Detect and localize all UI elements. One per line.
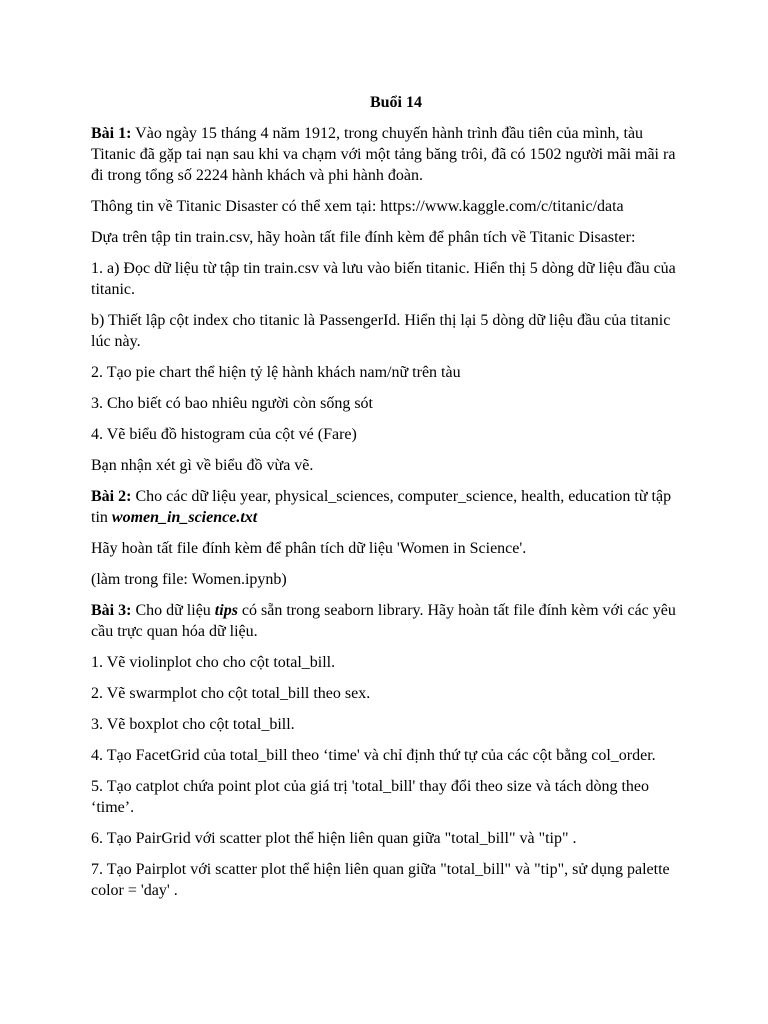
bai3-item-1: 1. Vẽ violinplot cho cho cột total_bill. (91, 654, 336, 671)
bai3-item-4: 4. Tạo FacetGrid của total_bill theo ‘time' và chỉ định thứ tự của các cột bằng col_order. (91, 747, 656, 764)
bai3-item-7: 7. Tạo Pairplot với scatter plot thể hiện liên quan giữa "total_bill" và "tip", sử dụng palette color = 'day' . (91, 861, 670, 899)
bai1-item-1a: 1. a) Đọc dữ liệu từ tập tin train.csv và lưu vào biến titanic. Hiển thị 5 dòng dữ liệu đầu của titanic. (91, 260, 676, 298)
bai2-intro (91, 486, 681, 528)
bai1-label: Bài 1: (91, 125, 132, 142)
document-body (91, 92, 681, 911)
bai3-item-6: 6. Tạo PairGrid với scatter plot thể hiện liên quan giữa "total_bill" và "tip" . (91, 830, 577, 847)
bai3-item-3: 3. Vẽ boxplot cho cột total_bill. (91, 716, 295, 733)
bai3-intro-after: có sẵn trong seaborn library. Hãy hoàn tất file đính kèm với các yêu cầu trực quan hóa dữ liệu. (91, 602, 676, 640)
bai3-intro-before: Cho dữ liệu (131, 602, 215, 619)
bai1-intro-text: Vào ngày 15 tháng 4 năm 1912, trong chuyến hành trình đầu tiên của mình, tàu Titanic đã gặp tai nạn sau khi va chạm với một tảng băng trôi, đã có 1502 người mãi mãi ra đi trong tổng số 2224 hành khách và phi hành đoàn. (91, 125, 676, 184)
bai1-item-2: 2. Tạo pie chart thể hiện tỷ lệ hành khách nam/nữ trên tàu (91, 364, 461, 381)
bai1-task: Dựa trên tập tin train.csv, hãy hoàn tất file đính kèm để phân tích về Titanic Disaster: (91, 229, 636, 246)
bai3-item-2: 2. Vẽ swarmplot cho cột total_bill theo sex. (91, 685, 371, 702)
bai2-note: (làm trong file: Women.ipynb) (91, 571, 287, 588)
bai1-item-3: 3. Cho biết có bao nhiêu người còn sống sót (91, 395, 373, 412)
bai1-info: Thông tin về Titanic Disaster có thể xem tại: https://www.kaggle.com/c/titanic/data (91, 198, 624, 215)
bai1-item-1b: b) Thiết lập cột index cho titanic là PassengerId. Hiển thị lại 5 dòng dữ liệu đầu của titanic lúc này. (91, 312, 671, 350)
bai2-task: Hãy hoàn tất file đính kèm để phân tích dữ liệu 'Women in Science'. (91, 540, 527, 557)
bai1-item-4: 4. Vẽ biểu đồ histogram của cột vé (Fare) (91, 426, 357, 443)
document-title: Buổi 14 (369, 94, 422, 111)
bai3-intro (91, 600, 681, 642)
bai3-dataset-name: tips (214, 602, 238, 619)
bai3-label: Bài 3: (91, 602, 132, 619)
bai1-intro (91, 123, 681, 186)
bai2-intro-text: Cho các dữ liệu year, physical_sciences, computer_science, health, education từ tập tin (91, 488, 672, 526)
bai2-label: Bài 2: (91, 488, 132, 505)
bai1-comment: Bạn nhận xét gì về biểu đồ vừa vẽ. (91, 457, 314, 474)
bai2-file-name: women_in_science.txt (111, 509, 258, 526)
bai3-item-5: 5. Tạo catplot chứa point plot của giá trị 'total_bill' thay đổi theo size và tách dòng theo ‘time’. (91, 778, 649, 816)
